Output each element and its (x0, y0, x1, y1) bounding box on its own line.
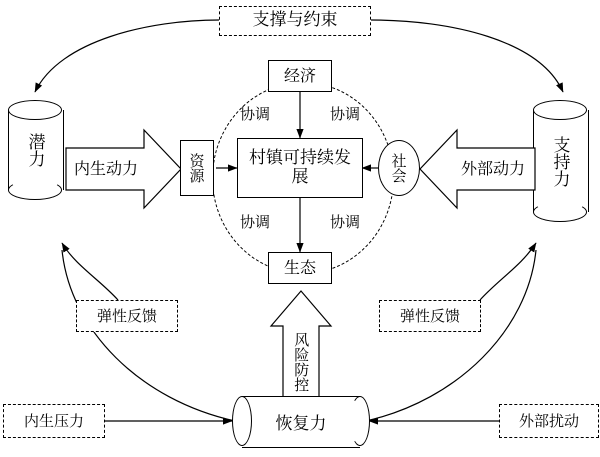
label-coordination-top-right: 协调 (329, 104, 360, 123)
node-core-sustainable-development: 村镇可持续发展 (237, 138, 363, 198)
label-coordination-bottom-left: 协调 (239, 212, 270, 231)
node-external-disturbance: 外部扰动 (499, 404, 599, 438)
node-support-and-constraint: 支撑与约束 (219, 6, 371, 36)
node-internal-pressure: 内生压力 (3, 404, 105, 438)
node-resource: 资源 (180, 140, 214, 196)
arrow-external-power-label: 外部动力 (460, 159, 525, 179)
node-economy: 经济 (268, 60, 332, 92)
label-coordination-top-left: 协调 (239, 104, 270, 123)
node-ecology: 生态 (268, 252, 332, 284)
node-potential-label: 潜力 (24, 133, 45, 167)
node-society: 社会 (378, 140, 420, 196)
label-coordination-bottom-right: 协调 (329, 212, 360, 231)
arrow-risk-control-label: 风险防控 (292, 332, 311, 392)
node-recovery-force-label: 恢复力 (275, 413, 327, 434)
node-potential (8, 100, 62, 200)
arrow-endogenous-power-label: 内生动力 (73, 159, 138, 179)
node-elastic-feedback-left: 弹性反馈 (76, 300, 178, 332)
node-support-force-label: 支持力 (549, 135, 570, 187)
node-support-force (533, 100, 587, 222)
node-elastic-feedback-right: 弹性反馈 (379, 300, 481, 332)
node-recovery-force (232, 396, 370, 446)
